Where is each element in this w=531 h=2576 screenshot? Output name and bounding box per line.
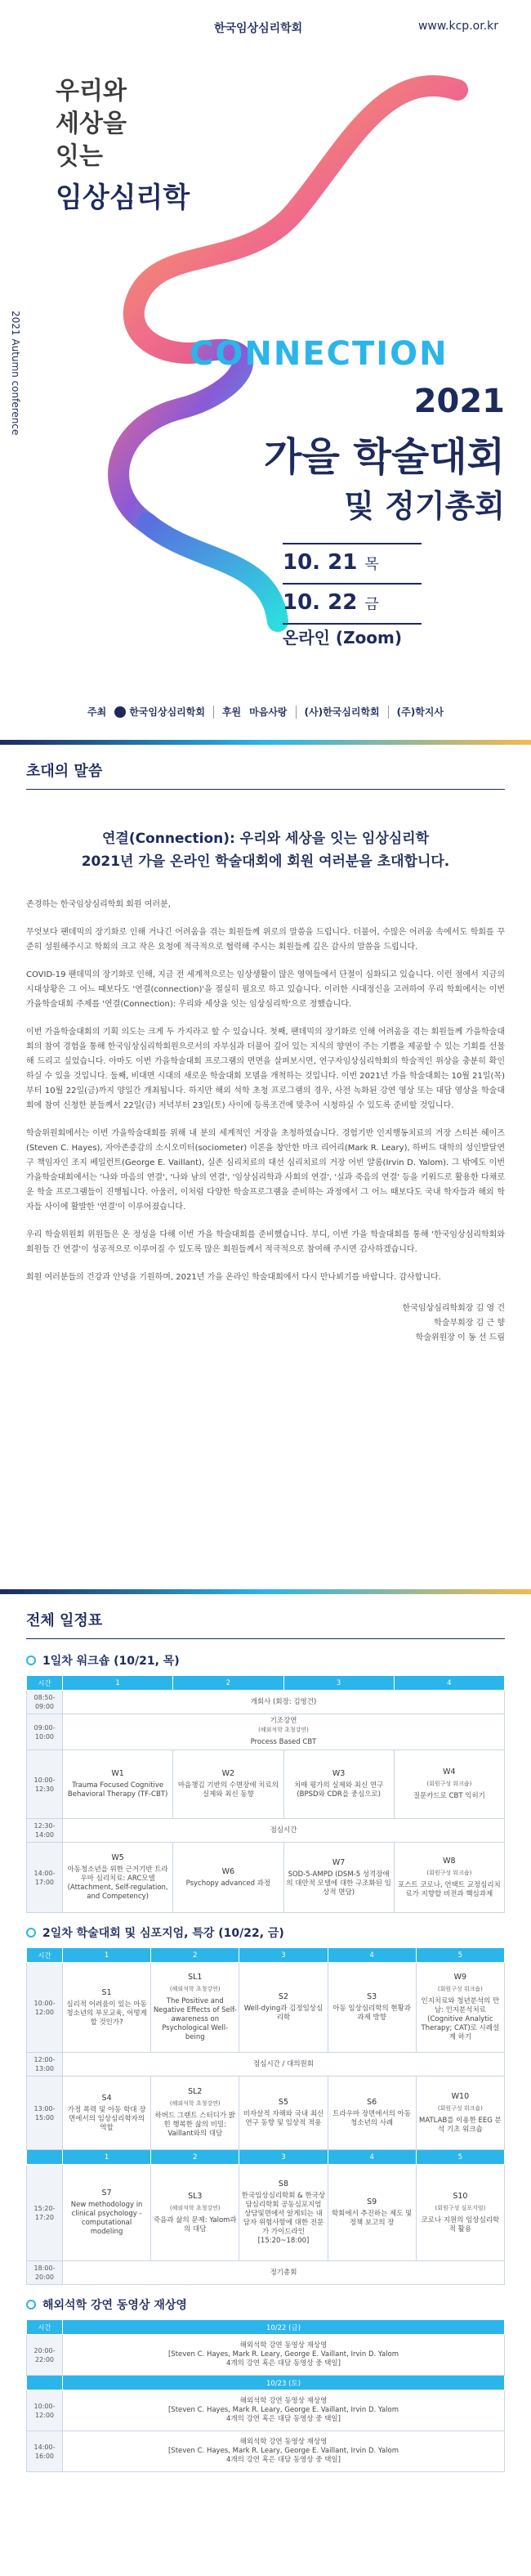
session-cell: S2 Well-dying과 김정임상심리학 [239,1963,328,2053]
sponsor-name-3: (주)학지사 [396,706,444,718]
circle-bullet-icon [26,1928,36,1938]
greeting-paragraph: 우리 학술위원회 위원들은 온 정성을 다해 이번 가을 학술대회를 준비했습니다. 부디, 이번 가을 학술대회를 통해 '한국임상심리학회와 회원들 간 연결'이 성공적으로 이루어질 수 있도록 많은 회원들께서 적극적으로 참여해 주시면 감사하겠습니다. [26,1230,505,1254]
event-dates [283,541,422,626]
col-header: 2 [151,2150,239,2165]
sponsor-name-2: (사)한국심리학회 [304,706,380,718]
host-logo [114,705,205,719]
table-row [27,2076,505,2150]
time-cell: 14:00-16:00 [27,2431,63,2472]
table-row [27,2431,505,2472]
signature-block [26,1301,505,1346]
col-header: 1 [63,1948,151,1963]
signature-line: 학술위원장 이 동 선 드림 [415,1333,505,1342]
date-divider [283,583,422,585]
col-header: 5 [416,2150,504,2165]
session-cell: S8 한국임상심리학회 & 한국상담심리학회 공동심포지엄 상담및면에서 알게되는 내담자 위험사항에 대한 전문가 가이드라인 [15:20~18:00] [239,2165,328,2261]
hero-main-title: 임상심리학 [56,181,190,214]
table-row [27,1963,505,2053]
greeting-paragraph: COVID-19 팬데믹의 장기화로 인해, 지금 전 세계적으로는 임상생활이 많은 영역들에서 단절이 심화되고 있습니다. 이런 점에서 지금의 시대상황은 그 어느 때보다도 '연결(connection)'을 절실히 필요로 하고 있습니다. 이러한 시대정신을 고려하여 우리 학회에서는 이번 가을학술대회 주제를 '연결(Connection): 우리와 세상을 잇는 임상심리학'으로 정했습니다. [26,970,505,1009]
col-header: 4 [328,2150,416,2165]
greeting-body [0,827,531,1346]
divider [296,706,297,719]
time-cell: 10:00-12:00 [27,2390,63,2431]
session-cell: S6 트라우마 장면에서의 아동 청소년의 사례 [328,2076,416,2150]
date-1: 10. 21 [283,550,358,575]
session-cell: W4 (회원구성 워크숍) 질문카드로 CBT 익히기 [394,1750,504,1819]
greeting-paragraph: 무엇보다 팬데믹의 장기화로 인해 거나긴 어려움을 겪는 회원들께 위로의 말씀을 드립니다. 더불어, 수많은 어려움 속에서도 학회를 꾸준히 성원해주시고 학회의 크고 작은 요청에 적극적으로 협력해 주시는 회원들께 깊은 감사의 말씀을 드립니다. [26,928,505,952]
date-divider [283,543,422,544]
time-cell: 10:00-12:30 [27,1750,63,1819]
session-cell: S9 학회에서 추진하는 제도 및 정책 보고의 장 [328,2165,416,2261]
vertical-caption: 2021 Autumn conference [10,311,21,436]
time-cell: 09:00-10:00 [27,1714,63,1750]
circle-bullet-icon [26,2300,36,2309]
time-cell: 14:00-17:00 [27,1843,63,1913]
col-header: 5 [416,1948,504,1963]
session-cell: 정기총회 [63,2261,505,2285]
table-row [27,1750,505,1819]
col-header: 2 [173,1676,283,1691]
session-cell: S5 비자살적 자해와 국내 최신 연구 동향 및 임상적 적용 [239,2076,328,2150]
session-cell: W9 (회원구성 워크숍) 인지치료와 청년분석의 만남: 인지분석치료 (Cognitive Analytic Therapy; CAT)로 시례설계 하기 [416,1963,504,2053]
table-row [27,2335,505,2376]
table-row [27,1819,505,1843]
sponsor-name-1: 마음사랑 [249,706,288,718]
session-cell: W5 아동청소년을 위한 근거기반 트라우마 심리치료: ARC모델 (Attachment, Self-regulation, and Competency) [63,1843,173,1913]
session-cell: S3 아동 임상심리학의 현황과 과제 방향 [328,1963,416,2053]
top-header [0,20,531,36]
greeting-title: 초대의 말씀 [26,745,505,790]
col-header [27,2150,63,2165]
day1-title: 1일차 워크숍 (10/21, 목) [0,1639,531,1675]
session-cell: 해외석학 강연 동영상 재상영 [Steven C. Hayes, Mark R. Leary, George E. Vaillant, Irvin D. Yalom 4개의 강연 혹은 대담 동영상 중 택일] [63,2431,505,2472]
sponsor-logo-1 [249,705,287,719]
table-header-row [27,2376,505,2390]
col-header: 4 [328,1948,416,1963]
circle-logo-icon [114,706,126,718]
signature-line: 학술부회장 김 근 향 [434,1319,505,1328]
session-cell: W8 (회원구성 워크숍) 포스트 코로나, 언택트 교정심리치료가 지향할 비전과 핵심과제 [394,1843,504,1913]
col-header: 1 [63,2150,151,2165]
col-header: 10/23 (토) [63,2376,505,2390]
divider [388,706,389,719]
table-header-row [27,2150,505,2165]
session-cell: W10 (회원구성 워크숍) MATLAB를 이용한 EEG 분석 기초 워크숍 [416,2076,504,2150]
greeting-section [0,745,531,1589]
col-header: 3 [283,1676,394,1691]
session-cell: W7 SOD-5-AMPD (DSM-5 성격장애의 대안적 모델에 대한 구조화된 임상적 면담) [283,1843,394,1913]
greeting-headline [26,827,505,873]
table-row [27,2261,505,2285]
session-cell: SL2 (해외석학 초청강연) 하버드 그랜트 스터디가 밝힌 행복한 삶의 비밀: Vaillant와의 대담 [151,2076,239,2150]
session-cell: SL3 (해외석학 초청강연) 죽음과 삶의 문제: Yalom과의 대담 [151,2165,239,2261]
event-title: 가을 학술대회 [264,434,505,480]
schedule-section [0,1594,531,2472]
time-cell: 10:00-12:00 [27,1963,63,2053]
host-label: 주최 [87,706,107,718]
time-cell: 13:00-15:00 [27,2076,63,2150]
day2-title: 2일차 학술대회 및 심포지엄, 특강 (10/22, 금) [0,1913,531,1947]
org-name: 한국임상심리학회 [214,22,303,35]
time-cell: 18:00-20:00 [27,2261,63,2285]
col-header: 1 [63,1676,173,1691]
divider [213,706,214,719]
col-header: 시간 [27,2320,63,2335]
table-row [27,1843,505,1913]
greeting-paragraph: 존경하는 한국임상심리학회 회원 여러분, [26,900,171,909]
greeting-paragraph: 이번 가을학술대회의 기획 의도는 크게 두 가지라고 할 수 있습니다. 첫째, 팬데믹의 장기화로 인해 어려움을 겪는 회원들께 가을학술대회의 참여 경험을 통해 한국임상심리학회원으로서의 자부심과 더불어 깊어 있는 지식의 향연이 주는 기쁨을 제공할 수 있는 기회를 선물해 드리고 싶었습니다. 아마도 이번 가을학술대회 프로그램의 면면을 살펴보시면, 연구자임상심리학회의 학술적인 위상을 충분히 확인하실 수 있을 것입니다. 둘째, 비대면 시대의 새로운 학술대회 모델을 개척하는 것입니다. 이번 2021년 가을 학술대회는 10월 21일(목)부터 10월 22일(금)까지 양일간 개최됩니다. 하지만 해외 석학 초청 프로그램의 경우, 사전 녹화된 강연 영상 또는 대담 영상을 학술대회에 참여 신청한 분들께서 22일(금) 저녁부터 23일(토) 사이에 등록조건에 맞추어 시청하실 수 있도록 준비할 것입니다. [26,1028,505,1110]
table-row [27,2165,505,2261]
time-cell: 12:30-14:00 [27,1819,63,1843]
session-cell: W2 마음챙김 기반의 수면장애 치료의 실제와 최신 동향 [173,1750,283,1819]
table-row [27,2390,505,2431]
session-cell: 점심시간 [63,1819,505,1843]
table-row [27,2053,505,2076]
sponsor-bar [0,705,531,719]
vod-title: 해외석학 강연 동영상 재상영 [0,2285,531,2319]
sponsor-label: 후원 [221,706,242,718]
session-cell: 해외석학 강연 동영상 재상영 [Steven C. Hayes, Mark R. Leary, George E. Vaillant, Irvin D. Yalom 4개의 강연 혹은 대담 동영상 중 택일] [63,2335,505,2376]
table-header-row [27,2320,505,2335]
hero-subtitle: 우리와 세상을 잇는 [56,77,127,171]
org-url[interactable]: www.kcp.or.kr [417,20,498,33]
time-cell: 08:50-09:00 [27,1691,63,1714]
session-cell: W6 Psychopy advanced 과정 [173,1843,283,1913]
event-subtitle: 및 정기총회 [344,488,505,524]
session-cell: W1 Trauma Focused Cognitive Behavioral Therapy (TF-CBT) [63,1750,173,1819]
schedule-title: 전체 일정표 [26,1594,505,1639]
sponsor-logo-2 [305,705,380,719]
table-header-row [27,1948,505,1963]
day1-table [26,1675,505,1913]
greeting-headline-1: 연결(Connection): 우리와 세상을 잇는 임상심리학 [101,831,430,847]
greeting-headline-2: 2021년 가을 온라인 학술대회에 회원 여러분을 초대합니다. [81,853,450,870]
date-2-day: 금 [364,596,379,613]
day2-table [26,1947,505,2285]
session-cell: W3 치매 평가의 실제와 최신 연구 (BPSD와 CDR을 중심으로) [283,1750,394,1819]
hero [0,0,531,740]
col-header [27,2376,63,2390]
greeting-paragraph: 학술위원회에서는 이번 가을학술대회를 위해 내 분의 세계적인 거장을 초청하였습니다. 경험기반 인지행동치료의 거장 스티븐 헤이즈(Steven C. Hayes), 자아존중감의 소시오미터(sociometer) 이론을 창안한 마크 리어리(Mark R. Leary), 하버드 대학의 성인발달연구 책임자인 조지 베일런트(George E. Vaillant), 실존 심리치료의 대선 심리치료의 거장 어빈 얄롬(Irvin D. Yalom). 그 밖에도 이번 가을학술대회에서는 '나와 마음의 연결', '나와 남의 연결', '임상심리학과 사회의 연결', '실과 죽음의 연결' 등을 키워드로 활용한 다채로운 학술 프로그램들이 진행됩니다. 아울러, 이처럼 다양한 학술프로그램을 준비하는 과정에서 그 어느 때보다도 국내 학자들과 해외 학자들 사이에 활발한 '연결'이 이루어졌습니다. [26,1129,505,1212]
time-cell: 15:20-17:20 [27,2165,63,2261]
table-header-row [27,1676,505,1691]
connection-word: CONNECTION [190,335,448,373]
event-venue: 온라인 (Zoom) [283,628,403,647]
col-header: 10/22 (금) [63,2320,505,2335]
session-cell: S4 가정 폭력 및 아동 학대 장면에서의 임상심리학자의 역할 [63,2076,151,2150]
table-row [27,1714,505,1750]
circle-bullet-icon [26,1655,36,1665]
session-cell: S7 New methodology in clinical psychology - computational modeling [63,2165,151,2261]
date-2: 10. 22 [283,590,358,615]
session-cell: SL1 (해외석학 초청강연) The Positive and Negative Effects of Self-awareness on Psychological Well-being [151,1963,239,2053]
table-row [27,1691,505,1714]
host-name: 한국임상심리학회 [129,706,205,718]
session-cell: 해외석학 강연 동영상 재상영 [Steven C. Hayes, Mark R. Leary, George E. Vaillant, Irvin D. Yalom 4개의 강연 혹은 대담 동영상 중 택일] [63,2390,505,2431]
time-cell: 12:00-13:00 [27,2053,63,2076]
event-year: 2021 [413,383,505,420]
date-1-day: 목 [364,556,379,573]
col-header: 3 [239,2150,328,2165]
greeting-paragraph: 회원 여러분들의 건강과 안녕을 기원하며, 2021년 가을 온라인 학술대회에서 다시 만나뵈기를 바랍니다. 감사합니다. [26,1273,441,1282]
col-header: 4 [394,1676,504,1691]
signature-line: 한국임상심리학회장 김 영 건 [402,1304,505,1313]
session-cell: 점심시간 / 대의원회 [63,2053,505,2076]
col-header: 시간 [27,1948,63,1963]
vod-table [26,2319,505,2472]
col-header: 3 [239,1948,328,1963]
session-cell: S10 (회원구성 심포지엄) 코로나 지원의 임상심리학적 활용 [416,2165,504,2261]
col-header: 시간 [27,1676,63,1691]
time-cell: 20:00-22:00 [27,2335,63,2376]
session-cell: S1 심리적 어려움이 있는 아동청소년의 부모교육, 어떻게 할 것인가? [63,1963,151,2053]
sponsor-logo-3 [397,705,444,719]
session-cell: 개회사 (회장: 김영건) [63,1691,505,1714]
session-cell: 기조강연 (해외석학 초청강연) Process Based CBT [63,1714,505,1750]
col-header: 2 [151,1948,239,1963]
